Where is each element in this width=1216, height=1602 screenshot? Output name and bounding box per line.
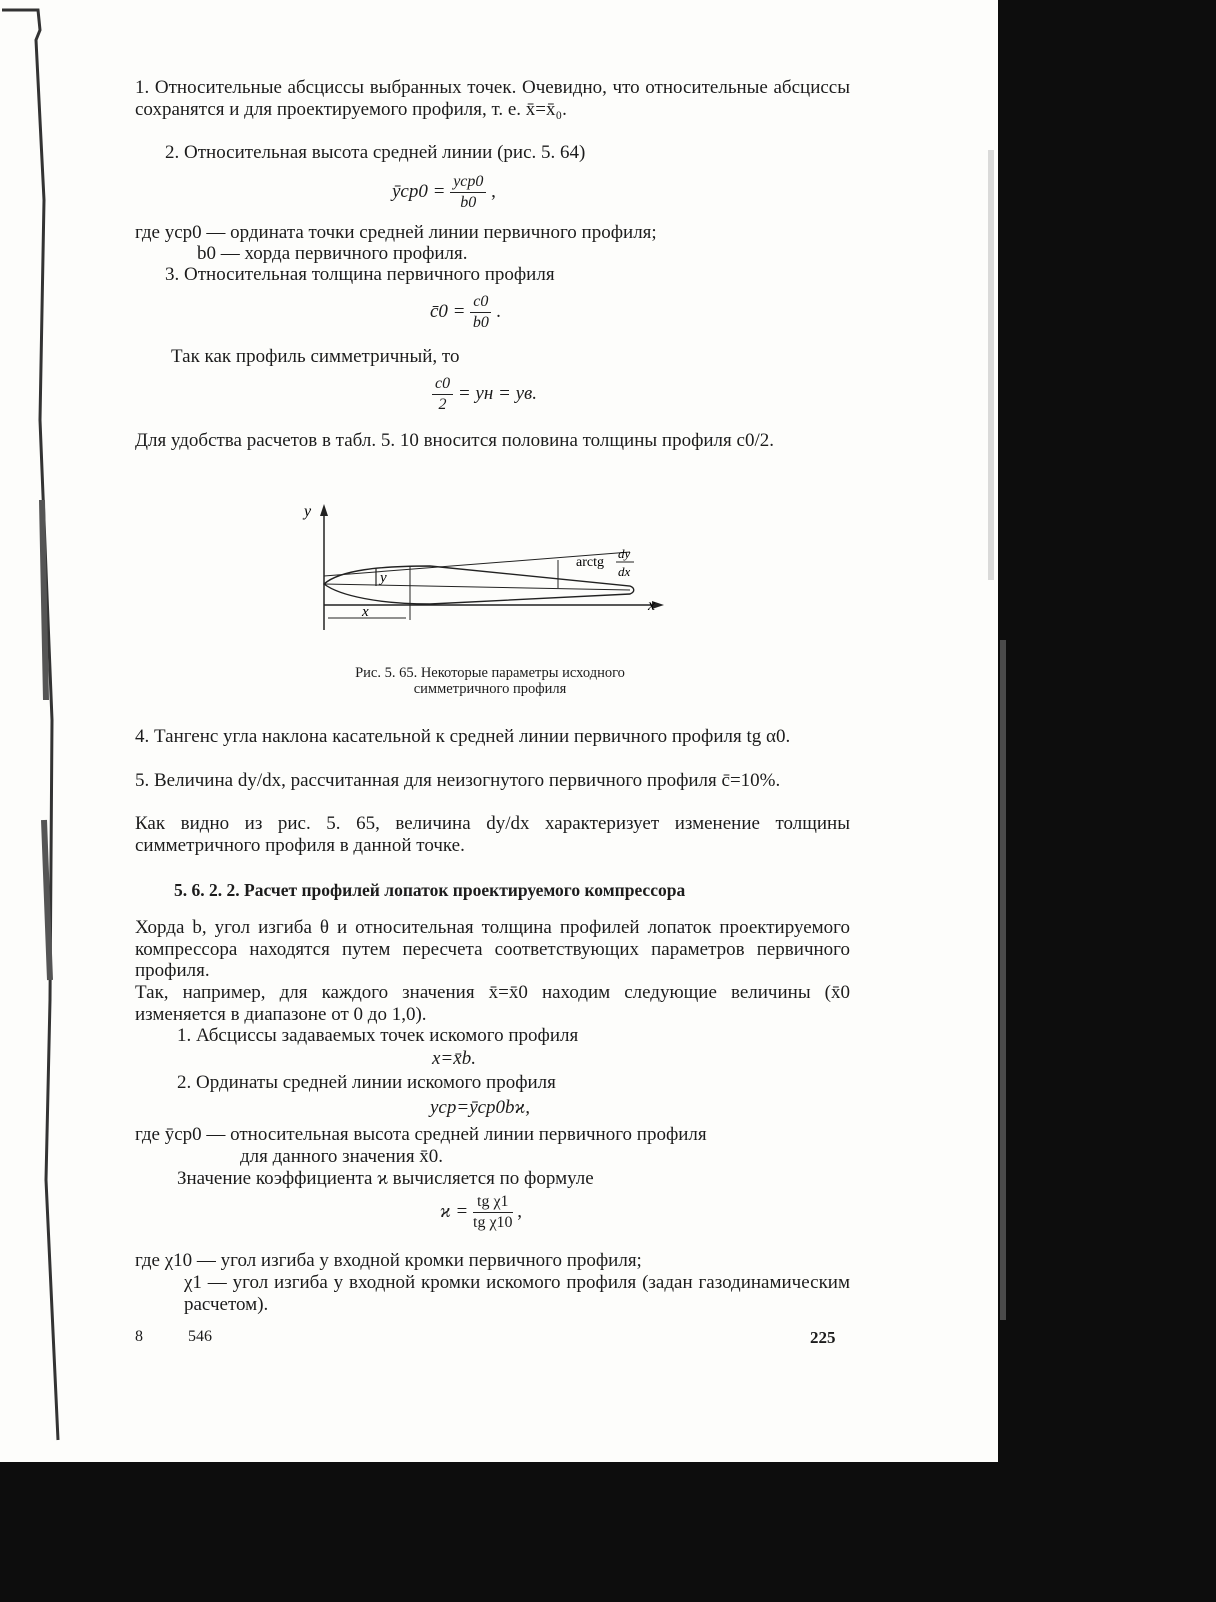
arctg-label: arctg <box>576 555 604 570</box>
section-heading: 5. 6. 2. 2. Расчет профилей лопаток проектируемого компрессора <box>174 880 686 900</box>
where-line-4: для данного значения x̄0. <box>240 1146 444 1167</box>
paragraph-9: Хорда b, угол изгиба θ и относительная толщина профилей лопаток проектируемого компрессора находятся путем пересчета соответствующих параметров первичного профиля. <box>135 917 850 981</box>
dx-label: dx <box>618 564 631 579</box>
formula-denominator: tg χ10 <box>473 1214 513 1231</box>
formula-numerator: tg χ1 <box>473 1192 513 1213</box>
paragraph-12: 2. Ординаты средней линии искомого профиля <box>177 1072 556 1093</box>
paragraph-8: Как видно из рис. 5. 65, величина dy/dx характеризует изменение толщины симметричного профиля в данной точке. <box>135 813 850 856</box>
formula-abscissa: x=x̄b. <box>432 1048 476 1069</box>
formula-lhs: c̄0 = <box>430 300 466 322</box>
paragraph-10: Так, например, для каждого значения x̄=x̄0 находим следующие величины (x̄0 изменяется в диапазоне от 0 до 1,0). <box>135 982 850 1025</box>
formula-fraction <box>473 1192 513 1233</box>
scan-streak <box>988 150 994 580</box>
paragraph-6: 4. Тангенс угла наклона касательной к средней линии первичного профиля tg α0. <box>135 726 791 747</box>
formula-relative-thickness <box>430 292 501 333</box>
scan-streak <box>1000 640 1006 1320</box>
footer-sheet: 8 <box>135 1328 143 1345</box>
where-line-1: где yср0 — ордината точки средней линии первичного профиля; <box>135 222 657 243</box>
formula-fraction <box>450 172 486 213</box>
formula-punct: , <box>517 1200 523 1222</box>
paragraph-3: 3. Относительная толщина первичного профиля <box>165 264 555 285</box>
formula-lhs: ϰ = <box>440 1200 469 1222</box>
y-label: y <box>380 570 387 586</box>
formula-fraction <box>470 292 491 333</box>
formula-punct: . <box>496 300 501 322</box>
formula-rhs: = yн = yв. <box>457 382 538 404</box>
caption-line-2: симметричного профиля <box>413 681 567 697</box>
formula-denominator: b0 <box>460 194 477 211</box>
paragraph-4: Так как профиль симметричный, то <box>171 346 460 367</box>
paragraph-2: 2. Относительная высота средней линии (рис. 5. 64) <box>165 142 586 163</box>
formula-lhs: ȳср0 = <box>392 180 446 202</box>
formula-numerator: c0 <box>432 374 453 395</box>
paragraph-7: 5. Величина dy/dx, рассчитанная для неизогнутого первичного профиля c̄=10%. <box>135 770 781 791</box>
formula-punct: , <box>491 180 496 202</box>
formula-denominator: b0 <box>472 314 489 331</box>
footer-code: 546 <box>188 1328 212 1345</box>
paragraph-1: 1. Относительные абсциссы выбранных точек. Очевидно, что относительные абсциссы сохранятся и для проектируемого профиля, т. е. x̄=x̄₀. <box>135 77 850 120</box>
paragraph-5: Для удобства расчетов в табл. 5. 10 вносится половина толщины профиля c0/2. <box>135 430 774 451</box>
scan-edge-left <box>0 0 60 1460</box>
formula-kappa <box>440 1192 522 1233</box>
formula-denominator: 2 <box>438 396 447 413</box>
formula-numerator: c0 <box>470 292 491 313</box>
chord-line <box>324 584 630 590</box>
formula-numerator: yср0 <box>450 172 486 193</box>
x-axis-label: x <box>648 597 656 614</box>
x-label: x <box>362 604 369 620</box>
where-line-5: где χ10 — угол изгиба у входной кромки первичного профиля; <box>135 1250 642 1271</box>
page-number: 225 <box>810 1328 836 1347</box>
figure-profile <box>300 500 690 640</box>
dy-label: dy <box>618 546 631 561</box>
formula-mean-line-height <box>392 172 496 213</box>
paragraph-13: Значение коэффициента ϰ вычисляется по формуле <box>177 1168 594 1189</box>
formula-ordinate: yср=ȳср0bϰ, <box>430 1097 530 1118</box>
where-line-2: b0 — хорда первичного профиля. <box>197 243 468 264</box>
formula-fraction <box>432 374 453 415</box>
caption-line-1: Рис. 5. 65. Некоторые параметры исходного <box>355 665 625 681</box>
where-line-3: где ȳср0 — относительная высота средней линии первичного профиля <box>135 1124 707 1145</box>
where-line-6: χ1 — угол изгиба у входной кромки искомого профиля (задан газодинамическим расчетом). <box>184 1272 850 1315</box>
figure-caption <box>300 665 680 697</box>
scan-dark-margin-bottom <box>0 1462 1216 1602</box>
y-axis-label: y <box>304 503 312 520</box>
paragraph-11: 1. Абсциссы задаваемых точек искомого профиля <box>177 1025 579 1046</box>
y-axis-arrow <box>320 504 328 516</box>
scan-dark-margin-right <box>998 0 1216 1602</box>
formula-half-thickness <box>432 374 537 415</box>
